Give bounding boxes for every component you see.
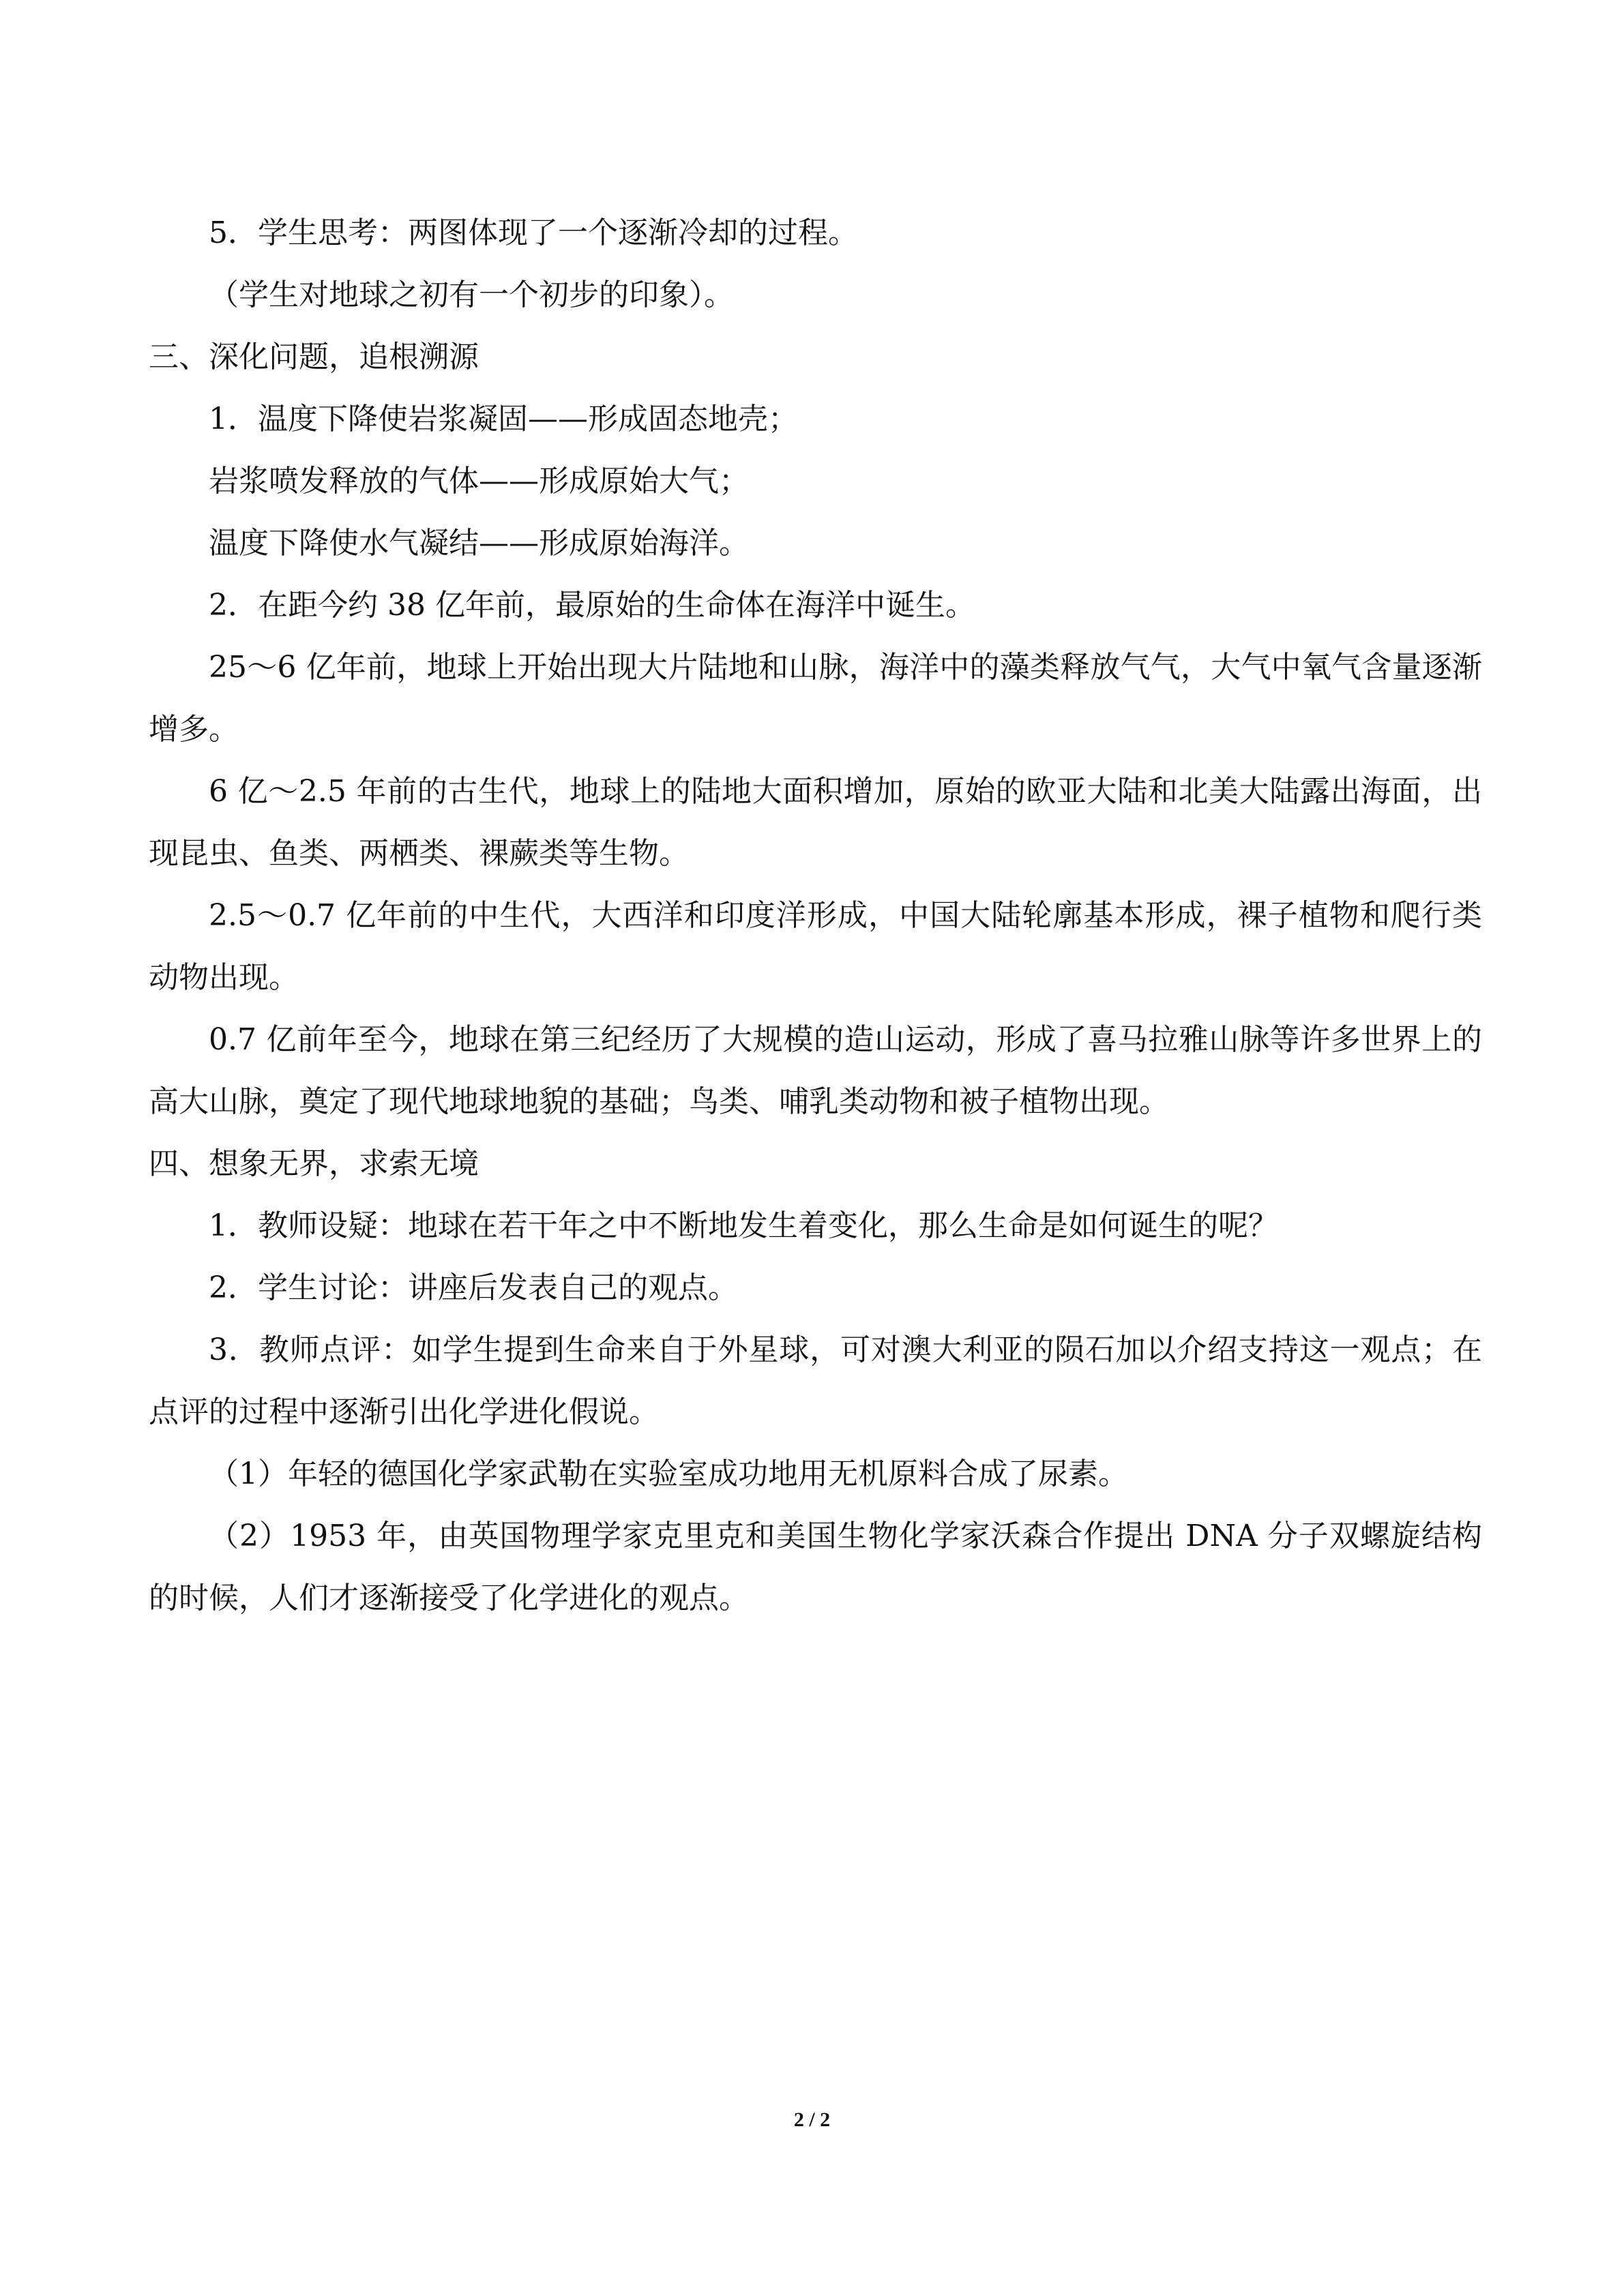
paragraph-origin-of-life: 2．在距今约 38 亿年前，最原始的生命体在海洋中诞生。 [209, 588, 975, 623]
paragraph-cenozoic: 0.7 亿前年至今，地球在第三纪经历了大规模的造山运动，形成了喜马拉雅山脉等许多世界上的高大山脉，奠定了现代地球地貌的基础；鸟类、哺乳类动物和被子植物出现。 [149, 1022, 1482, 1119]
page-number: 2 / 2 [793, 2108, 831, 2131]
paragraph-crust-formation: 1．温度下降使岩浆凝固——形成固态地壳； [209, 402, 798, 436]
paragraph-ocean-formation: 温度下降使水气凝结——形成原始海洋。 [209, 526, 749, 561]
document-body [149, 202, 1482, 1629]
section-heading-4: 四、想象无界，求索无境 [149, 1146, 479, 1181]
paragraph-student-discussion: 2．学生讨论：讲座后发表自己的观点。 [209, 1270, 738, 1305]
section-heading-3: 三、深化问题，追根溯源 [149, 340, 479, 374]
paragraph-teacher-comment: 3．教师点评：如学生提到生命来自于外星球，可对澳大利亚的陨石加以介绍支持这一观点；在点评的过程中逐渐引出化学进化假说。 [149, 1332, 1482, 1429]
paragraph-mesozoic: 2.5～0.7 亿年前的中生代，大西洋和印度洋形成，中国大陆轮廓基本形成，裸子植物和爬行类动物出现。 [149, 898, 1482, 995]
paragraph-precambrian: 25～6 亿年前，地球上开始出现大片陆地和山脉，海洋中的藻类释放气气，大气中氧气含量逐渐增多。 [149, 650, 1482, 747]
paragraph-dna-double-helix: （2）1953 年，由英国物理学家克里克和美国生物化学家沃森合作提出 DNA 分子双螺旋结构的时候，人们才逐渐接受了化学进化的观点。 [149, 1519, 1482, 1615]
paragraph-student-impression: （学生对地球之初有一个初步的印象）。 [209, 278, 734, 312]
paragraph-atmosphere-formation: 岩浆喷发释放的气体——形成原始大气； [209, 464, 749, 498]
paragraph-student-thinking: 5．学生思考：两图体现了一个逐渐冷却的过程。 [209, 215, 858, 250]
paragraph-wohler-urea: （1）年轻的德国化学家武勒在实验室成功地用无机原料合成了尿素。 [209, 1457, 1128, 1491]
paragraph-paleozoic: 6 亿～2.5 年前的古生代，地球上的陆地大面积增加，原始的欧亚大陆和北美大陆露出海面，出现昆虫、鱼类、两栖类、裸蕨类等生物。 [149, 774, 1482, 871]
paragraph-teacher-question: 1．教师设疑：地球在若干年之中不断地发生着变化，那么生命是如何诞生的呢？ [209, 1208, 1278, 1243]
